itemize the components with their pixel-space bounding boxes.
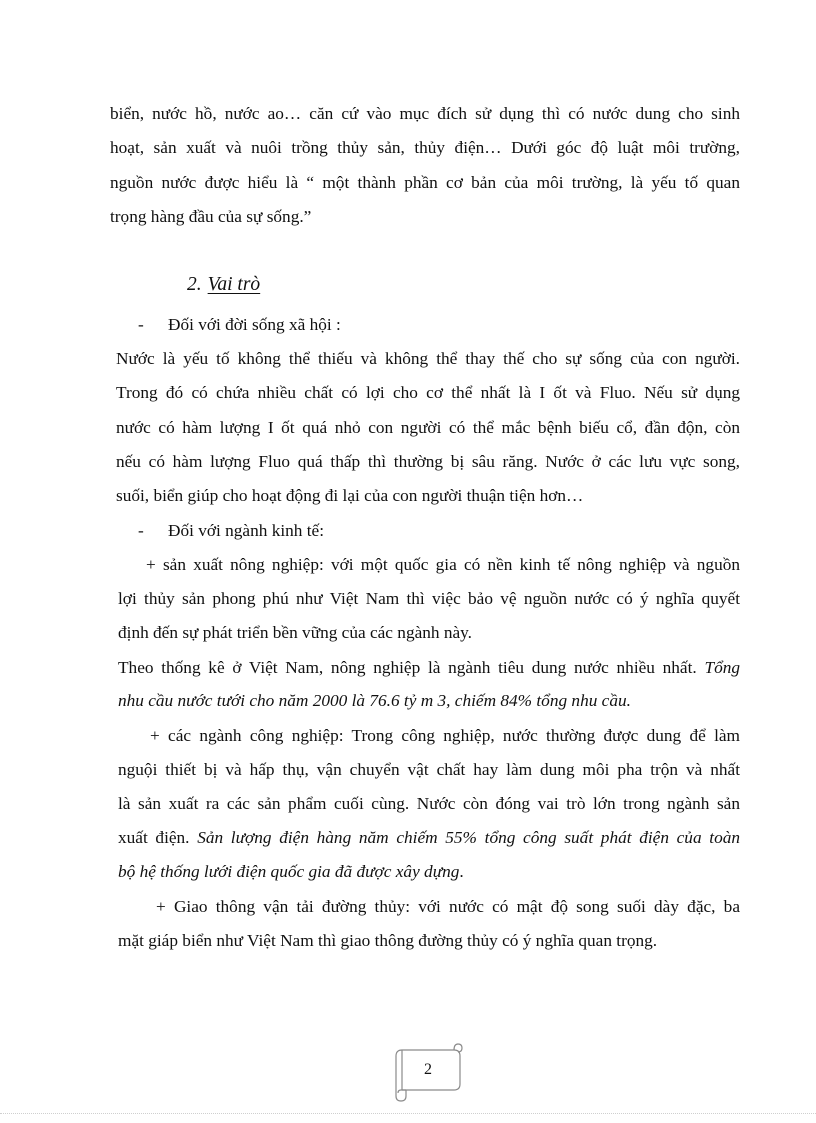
statistic-emphasis-line: nhu cầu nước tưới cho năm 2000 là 76.6 tỷ m 3, chiếm 84% tổng nhu cầu. [118, 691, 631, 710]
statistic-text: Theo thống kê ở Việt Nam, nông nghiệp là ngành tiêu dung nước nhiều nhất. [118, 658, 697, 677]
bullet-label: Đối với đời sống xã hội : [168, 315, 341, 334]
statistic-line [118, 826, 740, 850]
paragraph-line: là sản xuất ra các sản phẩm cuối cùng. Nước còn đóng vai trò lớn trong ngành sản [118, 794, 740, 813]
bullet-dash: - [138, 521, 144, 540]
paragraph-line: định đến sự phát triển bền vững của các ngành này. [118, 623, 473, 642]
paragraph-line: nguồn nước được hiểu là “ một thành phần cơ bản của môi trường, là yếu tố quan [110, 173, 740, 192]
statistic-line [118, 860, 748, 884]
paragraph-line: + các ngành công nghiệp: Trong công nghiệp, nước thường được dung để làm [150, 726, 740, 745]
statistic-text: . [459, 862, 464, 881]
paragraph-line: nguội thiết bị và hấp thụ, vận chuyển vật chất hay làm dung môi pha trộn và nhất [118, 760, 740, 779]
statistic-emphasis: Sản lượng điện hàng năm chiếm 55% tổng công suất phát điện của toàn [197, 828, 740, 847]
paragraph-line: nếu có hàm lượng Fluo quá thấp thì thường bị sâu răng. Nước ở các lưu vực song, [116, 452, 740, 471]
bottom-divider [0, 1113, 816, 1114]
statistic-emphasis: bộ hệ thống lưới điện quốc gia đã được xây dựng [118, 862, 460, 881]
page-number: 2 [424, 1061, 432, 1078]
paragraph-line: + Giao thông vận tải đường thủy: với nước có mật độ song suối dày đặc, ba [156, 897, 740, 916]
paragraph-line: suối, biển giúp cho hoạt động đi lại của con người thuận tiện hơn… [116, 486, 584, 505]
section-number: 2. [187, 274, 202, 295]
paragraph-line: nước có hàm lượng I ốt quá nhỏ con người có thể mắc bệnh biếu cổ, đần độn, còn [116, 418, 740, 437]
bullet-item-social [138, 313, 738, 337]
paragraph-line: biển, nước hồ, nước ao… căn cứ vào mục đích sử dụng thì có nước dung cho sinh [110, 104, 740, 123]
bullet-item-economy [138, 519, 738, 543]
statistic-emphasis: Tổng [704, 658, 740, 677]
paragraph-line: + sản xuất nông nghiệp: với một quốc gia có nền kinh tế nông nghiệp và nguồn [146, 555, 740, 574]
section-heading [187, 272, 260, 298]
statistic-text: xuất điện. [118, 828, 190, 847]
statistic-line [118, 656, 740, 680]
paragraph-line: lợi thủy sản phong phú như Việt Nam thì việc bảo vệ nguồn nước có ý nghĩa quyết [118, 589, 740, 608]
paragraph-line: trọng hàng đầu của sự sống.” [110, 207, 312, 226]
paragraph-line: Trong đó có chứa nhiều chất có lợi cho cơ thể nhất là I ốt và Fluo. Nếu sử dụng [116, 383, 740, 402]
paragraph-line: hoạt, sản xuất và nuôi trồng thủy sản, thủy điện… Dưới góc độ luật môi trường, [110, 138, 740, 157]
section-title: Vai trò [207, 274, 261, 295]
bullet-dash: - [138, 315, 144, 334]
paragraph-line: mặt giáp biển như Việt Nam thì giao thông đường thủy có ý nghĩa quan trọng. [118, 931, 658, 950]
paragraph-line: Nước là yếu tố không thể thiếu và không thể thay thế cho sự sống của con người. [116, 349, 740, 368]
bullet-label: Đối với ngành kinh tế: [168, 521, 325, 540]
